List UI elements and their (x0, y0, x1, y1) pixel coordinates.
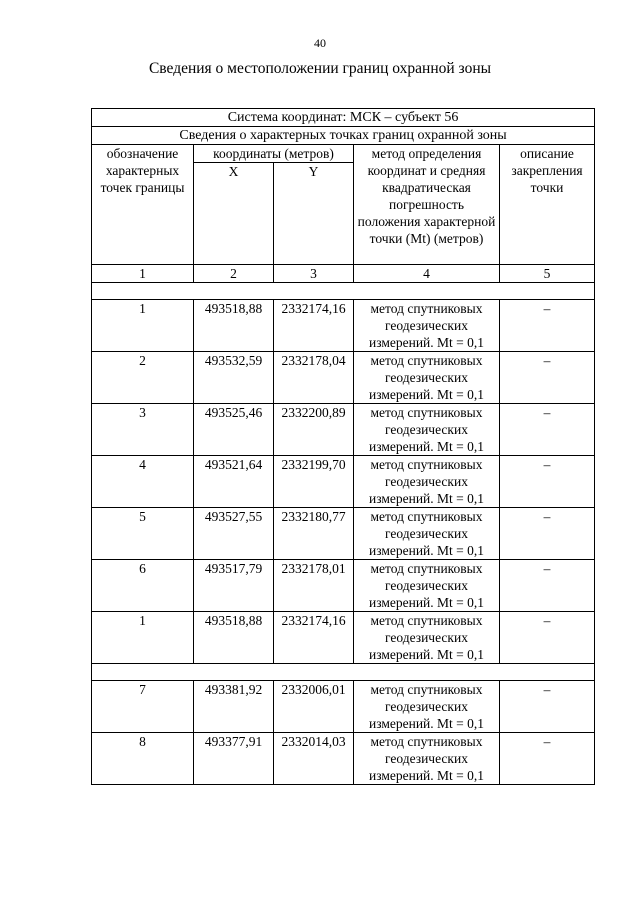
method-cell: метод спутниковых геодезических измерений. Mt = 0,1 (354, 681, 500, 733)
point-id-cell: 3 (92, 404, 194, 456)
description-cell: – (500, 456, 595, 508)
method-cell: метод спутниковых геодезических измерений. Mt = 0,1 (354, 404, 500, 456)
y-coord-cell: 2332006,01 (274, 681, 354, 733)
y-coord-cell: 2332180,77 (274, 508, 354, 560)
point-id-cell: 1 (92, 612, 194, 664)
column-number: 5 (500, 265, 595, 283)
method-cell: метод спутниковых геодезических измерений. Mt = 0,1 (354, 352, 500, 404)
x-coord-cell: 493377,91 (194, 733, 274, 785)
boundary-points-table (91, 108, 595, 785)
group-separator-row (92, 283, 595, 300)
section-title-header: Сведения о характерных точках границ охранной зоны (92, 127, 595, 145)
y-coord-cell: 2332174,16 (274, 612, 354, 664)
y-coord-cell: 2332199,70 (274, 456, 354, 508)
method-header: метод определения координат и средняя квадратическая погрешность положения характерной точки (Mt) (метров) (354, 145, 500, 265)
y-coord-cell: 2332014,03 (274, 733, 354, 785)
method-cell: метод спутниковых геодезических измерений. Mt = 0,1 (354, 612, 500, 664)
point-row (92, 733, 595, 785)
point-id-cell: 4 (92, 456, 194, 508)
description-cell: – (500, 733, 595, 785)
y-coord-cell: 2332174,16 (274, 300, 354, 352)
point-row (92, 300, 595, 352)
method-cell: метод спутниковых геодезических измерений. Mt = 0,1 (354, 560, 500, 612)
x-coord-cell: 493381,92 (194, 681, 274, 733)
point-id-cell: 2 (92, 352, 194, 404)
x-coord-cell: 493525,46 (194, 404, 274, 456)
page-number: 40 (314, 36, 326, 50)
point-row (92, 560, 595, 612)
group-separator-row (92, 664, 595, 681)
point-id-cell: 1 (92, 300, 194, 352)
x-coord-cell: 493527,55 (194, 508, 274, 560)
separator-cell (92, 283, 595, 300)
x-header: X (194, 163, 274, 265)
point-row (92, 612, 595, 664)
point-row (92, 404, 595, 456)
y-coord-cell: 2332178,01 (274, 560, 354, 612)
coords-header: координаты (метров) (194, 145, 354, 163)
description-cell: – (500, 508, 595, 560)
method-cell: метод спутниковых геодезических измерений. Mt = 0,1 (354, 508, 500, 560)
method-cell: метод спутниковых геодезических измерений. Mt = 0,1 (354, 456, 500, 508)
description-cell: – (500, 300, 595, 352)
point-row (92, 456, 595, 508)
column-number: 1 (92, 265, 194, 283)
point-id-cell: 8 (92, 733, 194, 785)
column-number: 4 (354, 265, 500, 283)
x-coord-cell: 493518,88 (194, 612, 274, 664)
coord-system-header: Система координат: МСК – субъект 56 (92, 109, 595, 127)
method-cell: метод спутниковых геодезических измерений. Mt = 0,1 (354, 733, 500, 785)
document-title: Сведения о местоположении границ охранной зоны (148, 60, 492, 77)
point-id-cell: 6 (92, 560, 194, 612)
point-row (92, 508, 595, 560)
y-coord-cell: 2332200,89 (274, 404, 354, 456)
description-cell: – (500, 681, 595, 733)
x-coord-cell: 493517,79 (194, 560, 274, 612)
x-coord-cell: 493521,64 (194, 456, 274, 508)
description-cell: – (500, 404, 595, 456)
y-coord-cell: 2332178,04 (274, 352, 354, 404)
description-cell: – (500, 612, 595, 664)
point-row (92, 352, 595, 404)
column-number-row (92, 265, 595, 283)
description-cell: – (500, 352, 595, 404)
point-id-cell: 7 (92, 681, 194, 733)
x-coord-cell: 493532,59 (194, 352, 274, 404)
point-id-cell: 5 (92, 508, 194, 560)
y-header: Y (274, 163, 354, 265)
description-cell: – (500, 560, 595, 612)
x-coord-cell: 493518,88 (194, 300, 274, 352)
separator-cell (92, 664, 595, 681)
method-cell: метод спутниковых геодезических измерений. Mt = 0,1 (354, 300, 500, 352)
column-number: 3 (274, 265, 354, 283)
column-number: 2 (194, 265, 274, 283)
designation-header: обозначение характерных точек границы (92, 145, 194, 265)
description-header: описание закрепления точки (500, 145, 595, 265)
point-row (92, 681, 595, 733)
